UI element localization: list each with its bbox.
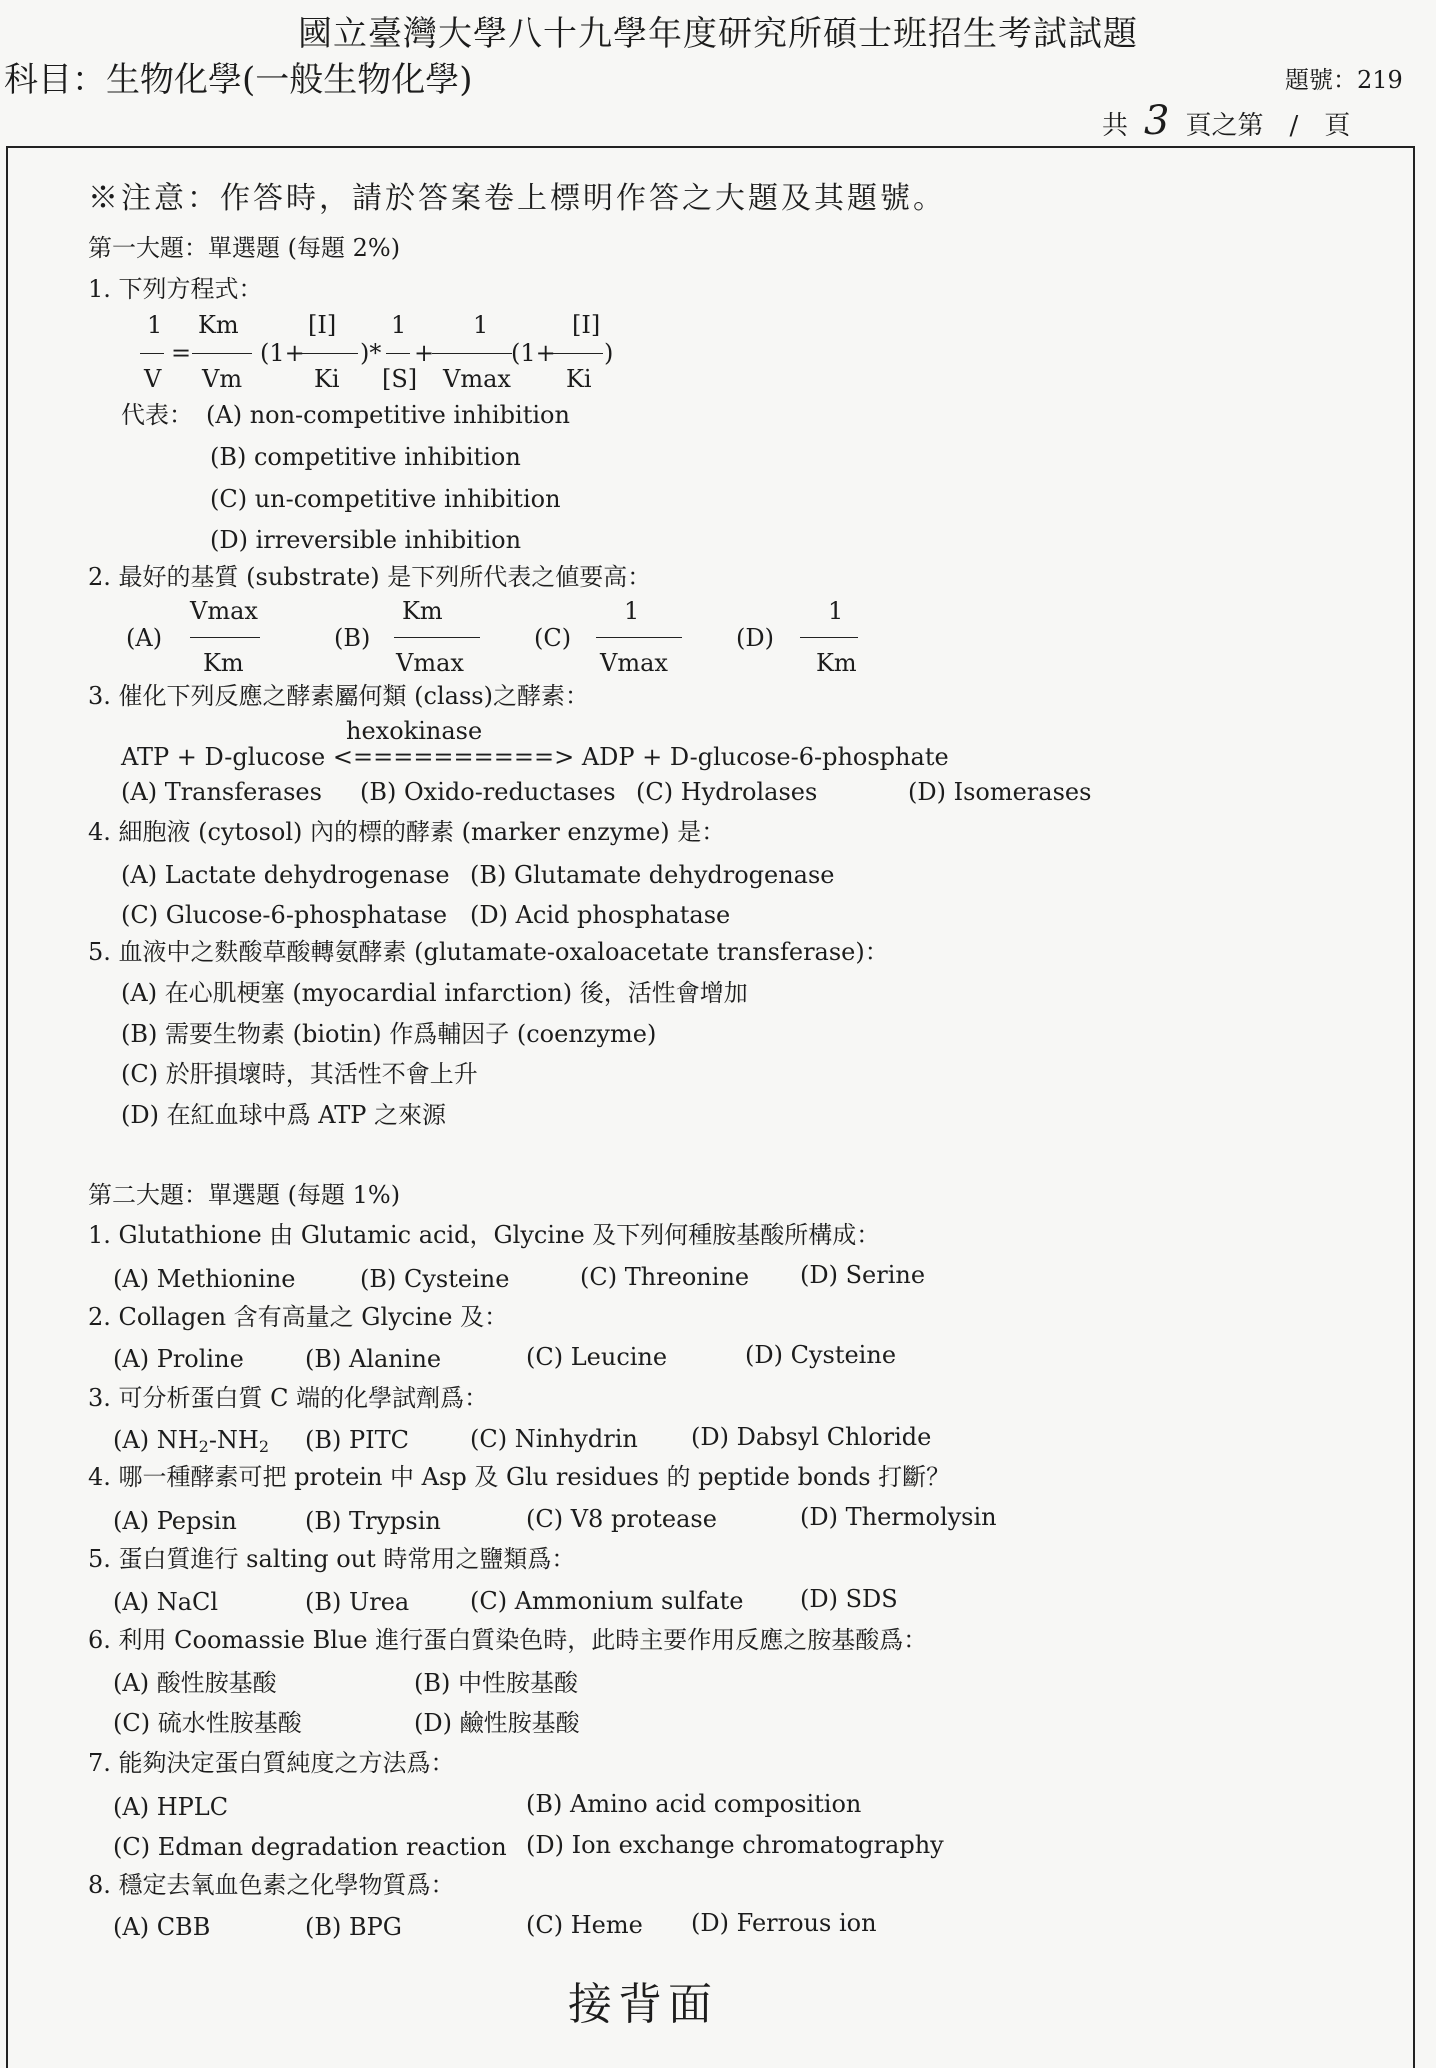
p2-q1-opt-d: (D) Serine [800, 1261, 926, 1289]
p2-q5-opt-a: (A) NaCl [113, 1588, 219, 1616]
eq-num-1b: 1 [391, 311, 407, 339]
eq-num-i2: [I] [572, 311, 601, 339]
p2-q7-opt-c: (C) Edman degradation reaction [113, 1833, 507, 1861]
p1-q1-stem: 1. 下列方程式： [88, 275, 263, 303]
p2-q2-opt-d: (D) Cysteine [745, 1341, 897, 1369]
p2-q4-opt-b: (B) Trypsin [305, 1507, 441, 1535]
p2-q8-opt-d: (D) Ferrous ion [691, 1909, 877, 1937]
eq-den-v: V [144, 365, 162, 393]
p2-q2-opt-a: (A) Proline [113, 1345, 244, 1373]
p2-q6-opt-d: (D) 鹼性胺基酸 [414, 1709, 580, 1737]
p2-q3-opt-c: (C) Ninhydrin [470, 1425, 638, 1453]
eq-den-ki2: Ki [566, 365, 592, 393]
part2-heading: 第二大題：單選題 (每題 1%) [88, 1181, 401, 1209]
p1-q5-opt-a: (A) 在心肌梗塞 (myocardial infarction) 後，活性會增加 [121, 979, 748, 1007]
part1-heading: 第一大題：單選題 (每題 2%) [88, 234, 401, 262]
p1-q5-stem: 5. 血液中之麩酸草酸轉氨酵素 (glutamate-oxaloacetate transferase)： [88, 938, 889, 966]
p1-q1-opt-a: (A) non-competitive inhibition [206, 401, 570, 429]
eq-den-vm: Vm [202, 365, 243, 393]
p1-q4-opt-a: (A) Lactate dehydrogenase [121, 861, 450, 889]
p2-q6-stem: 6. 利用 Coomassie Blue 進行蛋白質染色時，此時主要作用反應之胺基酸爲： [88, 1626, 928, 1654]
p1-q4-opt-b: (B) Glutamate dehydrogenase [470, 861, 835, 889]
notice: ※注意：作答時，請於答案卷上標明作答之大題及其題號。 [88, 181, 946, 216]
continue-on-back: 接背面 [568, 1979, 718, 2030]
p1-q1-prefix: 代表： [121, 401, 193, 429]
p2-q8-stem: 8. 穩定去氧血色素之化學物質爲： [88, 1871, 455, 1899]
p1-q2-den-c: Vmax [600, 649, 668, 677]
p1-q2-num-c: 1 [624, 597, 640, 625]
eq-num-i: [I] [308, 311, 337, 339]
p1-q4-stem: 4. 細胞液 (cytosol) 內的標的酵素 (marker enzyme) 是： [88, 818, 726, 846]
p2-q1-opt-c: (C) Threonine [580, 1263, 750, 1291]
p2-q2-opt-c: (C) Leucine [526, 1343, 668, 1371]
p1-q3-opt-b: (B) Oxido-reductases [360, 778, 616, 806]
p2-q6-opt-a: (A) 酸性胺基酸 [113, 1669, 277, 1697]
p1-q3-opt-a: (A) Transferases [121, 778, 322, 806]
p1-q2-label-a: (A) [126, 624, 163, 652]
eq-close: ) [604, 339, 614, 367]
p1-q2-label-d: (D) [736, 624, 774, 652]
p2-q8-opt-b: (B) BPG [305, 1913, 402, 1941]
p1-q2-num-a: Vmax [190, 597, 258, 625]
eq-star: )* [360, 339, 382, 367]
p2-q7-stem: 7. 能夠決定蛋白質純度之方法爲： [88, 1749, 455, 1777]
p2-q5-opt-b: (B) Urea [305, 1588, 410, 1616]
p1-q3-reaction: ATP + D-glucose <==========> ADP + D-glucose-6-phosphate [121, 743, 949, 771]
eq-open1: (1+ [260, 339, 305, 367]
p2-q5-opt-d: (D) SDS [800, 1585, 898, 1613]
p2-q6-opt-b: (B) 中性胺基酸 [414, 1669, 578, 1697]
eq-den-ki: Ki [314, 365, 340, 393]
p2-q3-stem: 3. 可分析蛋白質 C 端的化學試劑爲： [88, 1384, 489, 1412]
p1-q1-opt-b: (B) competitive inhibition [210, 443, 521, 471]
p1-q1-opt-d: (D) irreversible inhibition [210, 526, 522, 554]
page-info: 共 3 頁之第 / 頁 [1102, 98, 1351, 144]
p1-q5-opt-b: (B) 需要生物素 (biotin) 作爲輔因子 (coenzyme) [121, 1020, 657, 1048]
p1-q2-den-a: Km [203, 649, 244, 677]
eq-open2: (1+ [511, 339, 556, 367]
p2-q3-opt-d: (D) Dabsyl Chloride [691, 1423, 932, 1451]
p1-q2-label-b: (B) [334, 624, 371, 652]
p1-q4-opt-c: (C) Glucose-6-phosphatase [121, 901, 448, 929]
p2-q8-opt-a: (A) CBB [113, 1913, 211, 1941]
p1-q5-opt-c: (C) 於肝損壞時，其活性不會上升 [121, 1060, 478, 1088]
p1-q1-opt-c: (C) un-competitive inhibition [210, 485, 561, 513]
p1-q3-stem: 3. 催化下列反應之酵素屬何類 (class)之酵素： [88, 682, 589, 710]
exam-subject: 科目：生物化學(一般生物化學) [4, 60, 473, 100]
p2-q4-stem: 4. 哪一種酵素可把 protein 中 Asp 及 Glu residues 的 peptide bonds 打斷？ [88, 1463, 951, 1491]
p2-q6-opt-c: (C) 硫水性胺基酸 [113, 1709, 302, 1737]
p2-q1-opt-b: (B) Cysteine [360, 1265, 510, 1293]
eq-equals: = [171, 339, 192, 367]
p2-q7-opt-d: (D) Ion exchange chromatography [526, 1831, 944, 1859]
p2-q4-opt-a: (A) Pepsin [113, 1507, 237, 1535]
eq-num-1c: 1 [473, 311, 489, 339]
p2-q2-opt-b: (B) Alanine [305, 1345, 442, 1373]
p2-q3-opt-b: (B) PITC [305, 1426, 409, 1454]
p1-q2-stem: 2. 最好的基質 (substrate) 是下列所代表之値要高： [88, 563, 652, 591]
p2-q1-stem: 1. Glutathione 由 Glutamic acid，Glycine 及下列何種胺基酸所構成： [88, 1221, 881, 1249]
p2-q4-opt-d: (D) Thermolysin [800, 1503, 997, 1531]
p1-q2-num-b: Km [402, 597, 443, 625]
p1-q2-den-b: Vmax [396, 649, 464, 677]
exam-title: 國立臺灣大學八十九學年度研究所碩士班招生考試試題 [298, 14, 1138, 54]
p1-q3-opt-d: (D) Isomerases [908, 778, 1092, 806]
p1-q2-label-c: (C) [534, 624, 572, 652]
eq-den-s: [S] [382, 365, 418, 393]
p2-q8-opt-c: (C) Heme [526, 1911, 643, 1939]
p2-q5-stem: 5. 蛋白質進行 salting out 時常用之鹽類爲： [88, 1545, 576, 1573]
p2-q1-opt-a: (A) Methionine [113, 1265, 296, 1293]
p1-q2-den-d: Km [816, 649, 857, 677]
p1-q3-opt-c: (C) Hydrolases [636, 778, 818, 806]
p2-q4-opt-c: (C) V8 protease [526, 1505, 717, 1533]
p2-q3-opt-a: (A) $NH_2-NH_2$ [113, 1426, 270, 1456]
p2-q7-opt-a: (A) HPLC [113, 1793, 229, 1821]
eq-num-1: 1 [147, 311, 163, 339]
p1-q3-enzyme: hexokinase [346, 717, 483, 745]
p2-q5-opt-c: (C) Ammonium sulfate [470, 1587, 744, 1615]
eq-den-vmax: Vmax [443, 365, 511, 393]
p1-q4-opt-d: (D) Acid phosphatase [470, 901, 731, 929]
question-number: 題號：219 [1285, 66, 1403, 94]
p1-q2-num-d: 1 [828, 597, 844, 625]
eq-num-km: Km [198, 311, 239, 339]
p2-q2-stem: 2. Collagen 含有高量之 Glycine 及： [88, 1303, 509, 1331]
p2-q7-opt-b: (B) Amino acid composition [526, 1790, 862, 1818]
eq-plus: + [414, 339, 435, 367]
p1-q5-opt-d: (D) 在紅血球中爲 ATP 之來源 [121, 1101, 447, 1129]
